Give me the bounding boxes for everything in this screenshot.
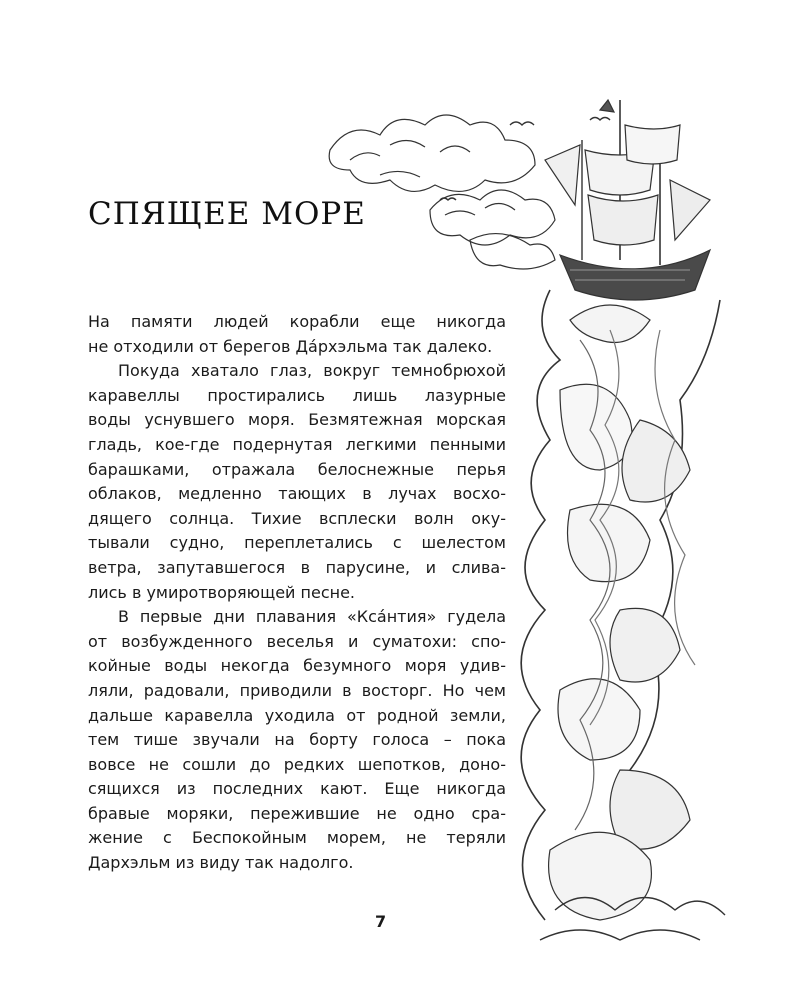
ship-and-waves-illustration xyxy=(320,90,740,960)
text-line: вовсе не сошли до редких шепотков, доно- xyxy=(88,754,506,774)
text-line: лись в умиротворяющей песне. xyxy=(88,582,356,602)
text-line: тем тише звучали на борту голоса – пока xyxy=(88,730,506,750)
text-line: бравые моряки, пережившие не одно сра- xyxy=(88,803,506,823)
chapter-title: СПЯЩЕЕ МОРЕ xyxy=(88,196,366,232)
text-line: гладь, кое-где подернутая легкими пенными xyxy=(88,434,506,454)
text-line: от возбужденного веселья и суматохи: спо- xyxy=(88,631,506,651)
text-line: ляли, радовали, приводили в восторг. Но чем xyxy=(88,680,506,700)
text-line: сящихся из последних кают. Еще никогда xyxy=(88,779,506,799)
page-number: 7 xyxy=(375,912,387,931)
text-line: Покуда хватало глаз, вокруг темнобрюхой xyxy=(118,361,506,381)
text-line: не отходили от берегов Да́рхэльма так далеко. xyxy=(88,336,493,356)
birds-drawing xyxy=(440,118,610,201)
text-line: воды уснувшего моря. Безмятежная морская xyxy=(88,410,506,430)
text-line: тывали судно, переплетались с шелестом xyxy=(88,533,506,553)
text-line: барашками, отражала белоснежные перья xyxy=(88,459,506,479)
text-line: дящего солнца. Тихие всплески волн оку- xyxy=(88,508,506,528)
text-line: каравеллы простирались лишь лазурные xyxy=(88,385,506,405)
ship-drawing xyxy=(545,100,710,300)
text-line: Дархэльм из виду так надолго. xyxy=(88,853,354,873)
text-line: дальше каравелла уходила от родной земли, xyxy=(88,705,506,725)
waves-drawing xyxy=(521,290,725,940)
text-line: В первые дни плавания «Кса́нтия» гудела xyxy=(118,607,506,627)
text-line: облаков, медленно тающих в лучах восхо- xyxy=(88,484,506,504)
text-line: койные воды некогда безумного моря удив- xyxy=(88,656,506,676)
clouds-drawing xyxy=(329,115,555,269)
text-line: жение с Беспокойным морем, не теряли xyxy=(88,828,506,848)
text-line: ветра, запутавшегося в парусине, и слива- xyxy=(88,557,506,577)
text-line: На памяти людей корабли еще никогда xyxy=(88,312,506,331)
